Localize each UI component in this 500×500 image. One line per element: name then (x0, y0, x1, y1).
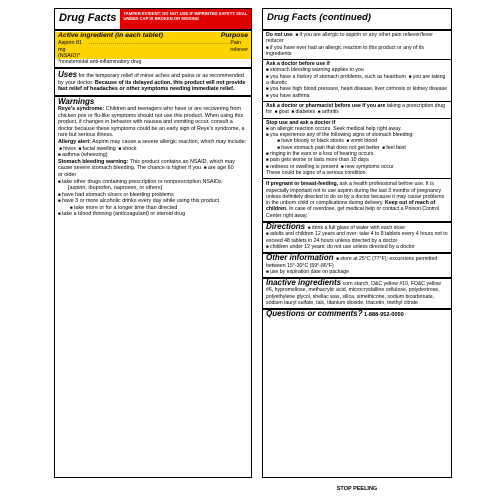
uses-section (55, 69, 251, 97)
ingredient-purpose: Pain reliever (230, 40, 249, 53)
drug-facts-title: Drug Facts (59, 12, 117, 24)
questions-label: Questions or comments? (266, 309, 363, 319)
other-info-item: ■ store at 25°C (77°F); excursions permitted between 15°-30°C (59°-86°F) (266, 256, 437, 268)
stop-use-item: ■ have stomach pain that does not get better (276, 145, 380, 151)
allergy-item: ■ asthma (wheezing) (58, 152, 248, 159)
pregnancy-text: ask a health professional before use. It is especially important not to use aspirin during the last 3 months of pregnancy unless definitely directed to do so by a doctor because it may cause problems in the unborn child or complications during delivery. (266, 181, 445, 207)
stomach-item: ■ are age 60 (203, 165, 234, 171)
stomach-item: ■ take a blood thinning (anticoagulant) or steroid drug (58, 211, 248, 218)
pharmacist-item: ■ gout (274, 109, 289, 115)
do-not-use-item: ■ if you have ever had an allergic reaction to this product or any of its ingredients (266, 45, 448, 58)
keep-out-text: In case of overdose, get medical help or contact a Poison Control Center right away. (266, 206, 440, 219)
uses-bold-text: Because of its delayed action, this product will not provide fast relief of headaches or other symptoms needing immediate relief. (58, 79, 246, 93)
ask-doctor-item: ■ you have high blood pressure, heart disease, liver cirrhosis or kidney disease (266, 86, 448, 92)
allergy-alert (58, 139, 248, 146)
allergy-text: Aspirin may cause a severe allergic reaction, which may include: (92, 138, 247, 145)
directions-section (263, 223, 451, 254)
stop-use-item: ■ new symptoms occur (340, 164, 394, 170)
reye-label: Reye's syndrome: (58, 105, 105, 112)
phone-number: 1-888-952-0050 (363, 312, 404, 319)
right-header (263, 9, 451, 31)
stomach-item: ■ take more or for a longer time than directed (58, 205, 248, 212)
stop-use-item: ■ an allergic reaction occurs. Seek medical help right away. (266, 126, 448, 132)
directions-heading: Directions (266, 222, 306, 232)
aspirin-line (55, 40, 251, 59)
stomach-bleeding-warning (58, 159, 248, 172)
inactive-heading: Inactive ingredients (266, 278, 342, 288)
questions-section (263, 310, 451, 320)
drug-facts-continued-title: Drug Facts (continued) (267, 12, 371, 23)
stomach-text: This product contains an NSAID, which may cause severe stomach bleeding. The chance is higher if you (58, 158, 235, 172)
stop-use-item: ■ have bloody or black stools (276, 138, 344, 144)
stop-peeling-text: STOP PEELING (336, 486, 378, 492)
allergy-items (58, 146, 248, 153)
stop-use-item: ■ ringing in the ears or a loss of hearing occurs (266, 151, 448, 157)
stop-use-item: ■ pain gets worse or lasts more than 10 days (266, 157, 448, 163)
pharmacist-item: ■ arthritis (317, 109, 339, 115)
inactive-ingredients-section (263, 279, 451, 310)
drug-facts-right-panel (262, 8, 452, 478)
do-not-use-item: ■ if you are allergic to aspirin or any other pain reliever/fever reducer (266, 32, 433, 44)
nsaid-footnote: *nonsteroidal anti-inflammatory drug (58, 59, 142, 66)
ask-doctor-item: ■ you are taking a diuretic (266, 74, 445, 86)
stomach-label: Stomach bleeding warning: (58, 158, 129, 165)
ingredient-name: Aspirin 81 mg (NSAID)* (58, 40, 82, 59)
uses-text: for the temporary relief of minor aches and pains or as recommended by your doctor. (58, 73, 244, 86)
pregnancy-section (263, 179, 451, 223)
stomach-item: [aspirin, ibuprofen, naproxen, or others] (68, 185, 163, 192)
ask-pharmacist-text: taking a prescription drug for (266, 102, 446, 116)
warnings-heading: Warnings (58, 97, 95, 107)
stop-use-note: These could be signs of a serious condition. (266, 169, 367, 176)
warnings-section (55, 97, 251, 220)
ask-doctor-item: ■ you have asthma (266, 93, 448, 99)
pharmacist-item: ■ diabetes (290, 109, 315, 115)
left-header (55, 9, 251, 31)
allergy-item: ■ shock (117, 146, 136, 152)
directions-item: ■ children under 12 years: do not use unless directed by a doctor (266, 244, 448, 250)
active-ingredient-header (55, 32, 251, 40)
directions-item: ■ adults and children 12 years and over: take 4 to 8 tablets every 4 hours not to exceed 48 tablets in 24 hours unless directed by a doctor (266, 231, 448, 244)
do-not-use-section (263, 31, 451, 60)
allergy-item: ■ facial swelling (77, 146, 115, 152)
uses-heading: Uses (58, 70, 78, 80)
do-not-use-label: Do not use (266, 32, 293, 38)
active-ingredient-heading: Active ingredient (in each tablet) (58, 32, 163, 39)
ask-doctor-item: ■ you have a history of stomach problems, such as heartburn (266, 74, 406, 80)
pregnancy-label: If pregnant or breast-feeding, (266, 181, 339, 188)
stop-use-item: ■ vomit blood (345, 138, 377, 144)
stop-use-item: ■ you experience any of the following signs of stomach bleeding: (266, 132, 448, 138)
reye-text: Children and teenagers who have or are recovering from chicken pox or flu-like symptoms should not use this product. When using this product, if changes in behavior with nausea and vomiting occur, consult a doctor because these symptoms could be an early sign of Reye's syndrome, a rare but serious illness. (58, 105, 245, 139)
stop-use-heading: Stop use and ask a doctor if (266, 119, 336, 126)
directions-item: ■ drink a full glass of water with each dose (307, 225, 405, 231)
stomach-item-cont: or older (58, 171, 77, 178)
other-information-section (263, 254, 451, 279)
other-info-heading: Other information (266, 253, 334, 263)
other-info-item: ■ use by expiration date on package (266, 269, 448, 275)
ask-doctor-item: ■ stomach bleeding warning applies to you (266, 67, 448, 73)
stop-use-item: ■ feel faint (381, 145, 406, 151)
ask-pharmacist-heading: Ask a doctor or pharmacist before use if you are (266, 102, 386, 109)
stop-use-item: ■ redness or swelling is present (266, 164, 338, 170)
active-ingredient-section (55, 31, 251, 69)
stomach-item: ■ have had stomach ulcers or bleeding problems (58, 192, 248, 199)
leader-dots: ....................................................................... (88, 40, 231, 47)
purpose-heading: Purpose (220, 32, 248, 39)
stop-use-section (263, 119, 451, 180)
reye-warning (58, 106, 248, 139)
inactive-text: corn starch, D&C yellow #10, FD&C yellow #6, hypromellose, methacrylic acid, microcrystalline cellulose, polydextrose, polyethylene glycol, shellac wax, silica, simethicone, sodium bicarbonate, sodium lauryl sulfate, talc, titanium dioxide, triacetin, triethyl citrate (266, 281, 441, 306)
allergy-item: ■ hives (58, 146, 76, 152)
ask-pharmacist-section (263, 102, 451, 119)
allergy-label: Allergy alert: (58, 138, 91, 145)
ask-doctor-heading: Ask a doctor before use if (266, 61, 330, 68)
tamper-evident-warning: TAMPER EVIDENT: DO NOT USE IF IMPRINTED SAFETY SEAL UNDER CAP IS BROKEN OR MISSING (120, 9, 251, 29)
drug-facts-left-panel (54, 8, 252, 478)
keep-out-label: Keep out of reach of children. (266, 200, 436, 213)
ask-doctor-section (263, 60, 451, 102)
stomach-item: ■ take other drugs containing prescription or nonprescription NSAIDs (58, 179, 248, 186)
stomach-item: ■ have 3 or more alcoholic drinks every day while using this product (58, 198, 248, 205)
